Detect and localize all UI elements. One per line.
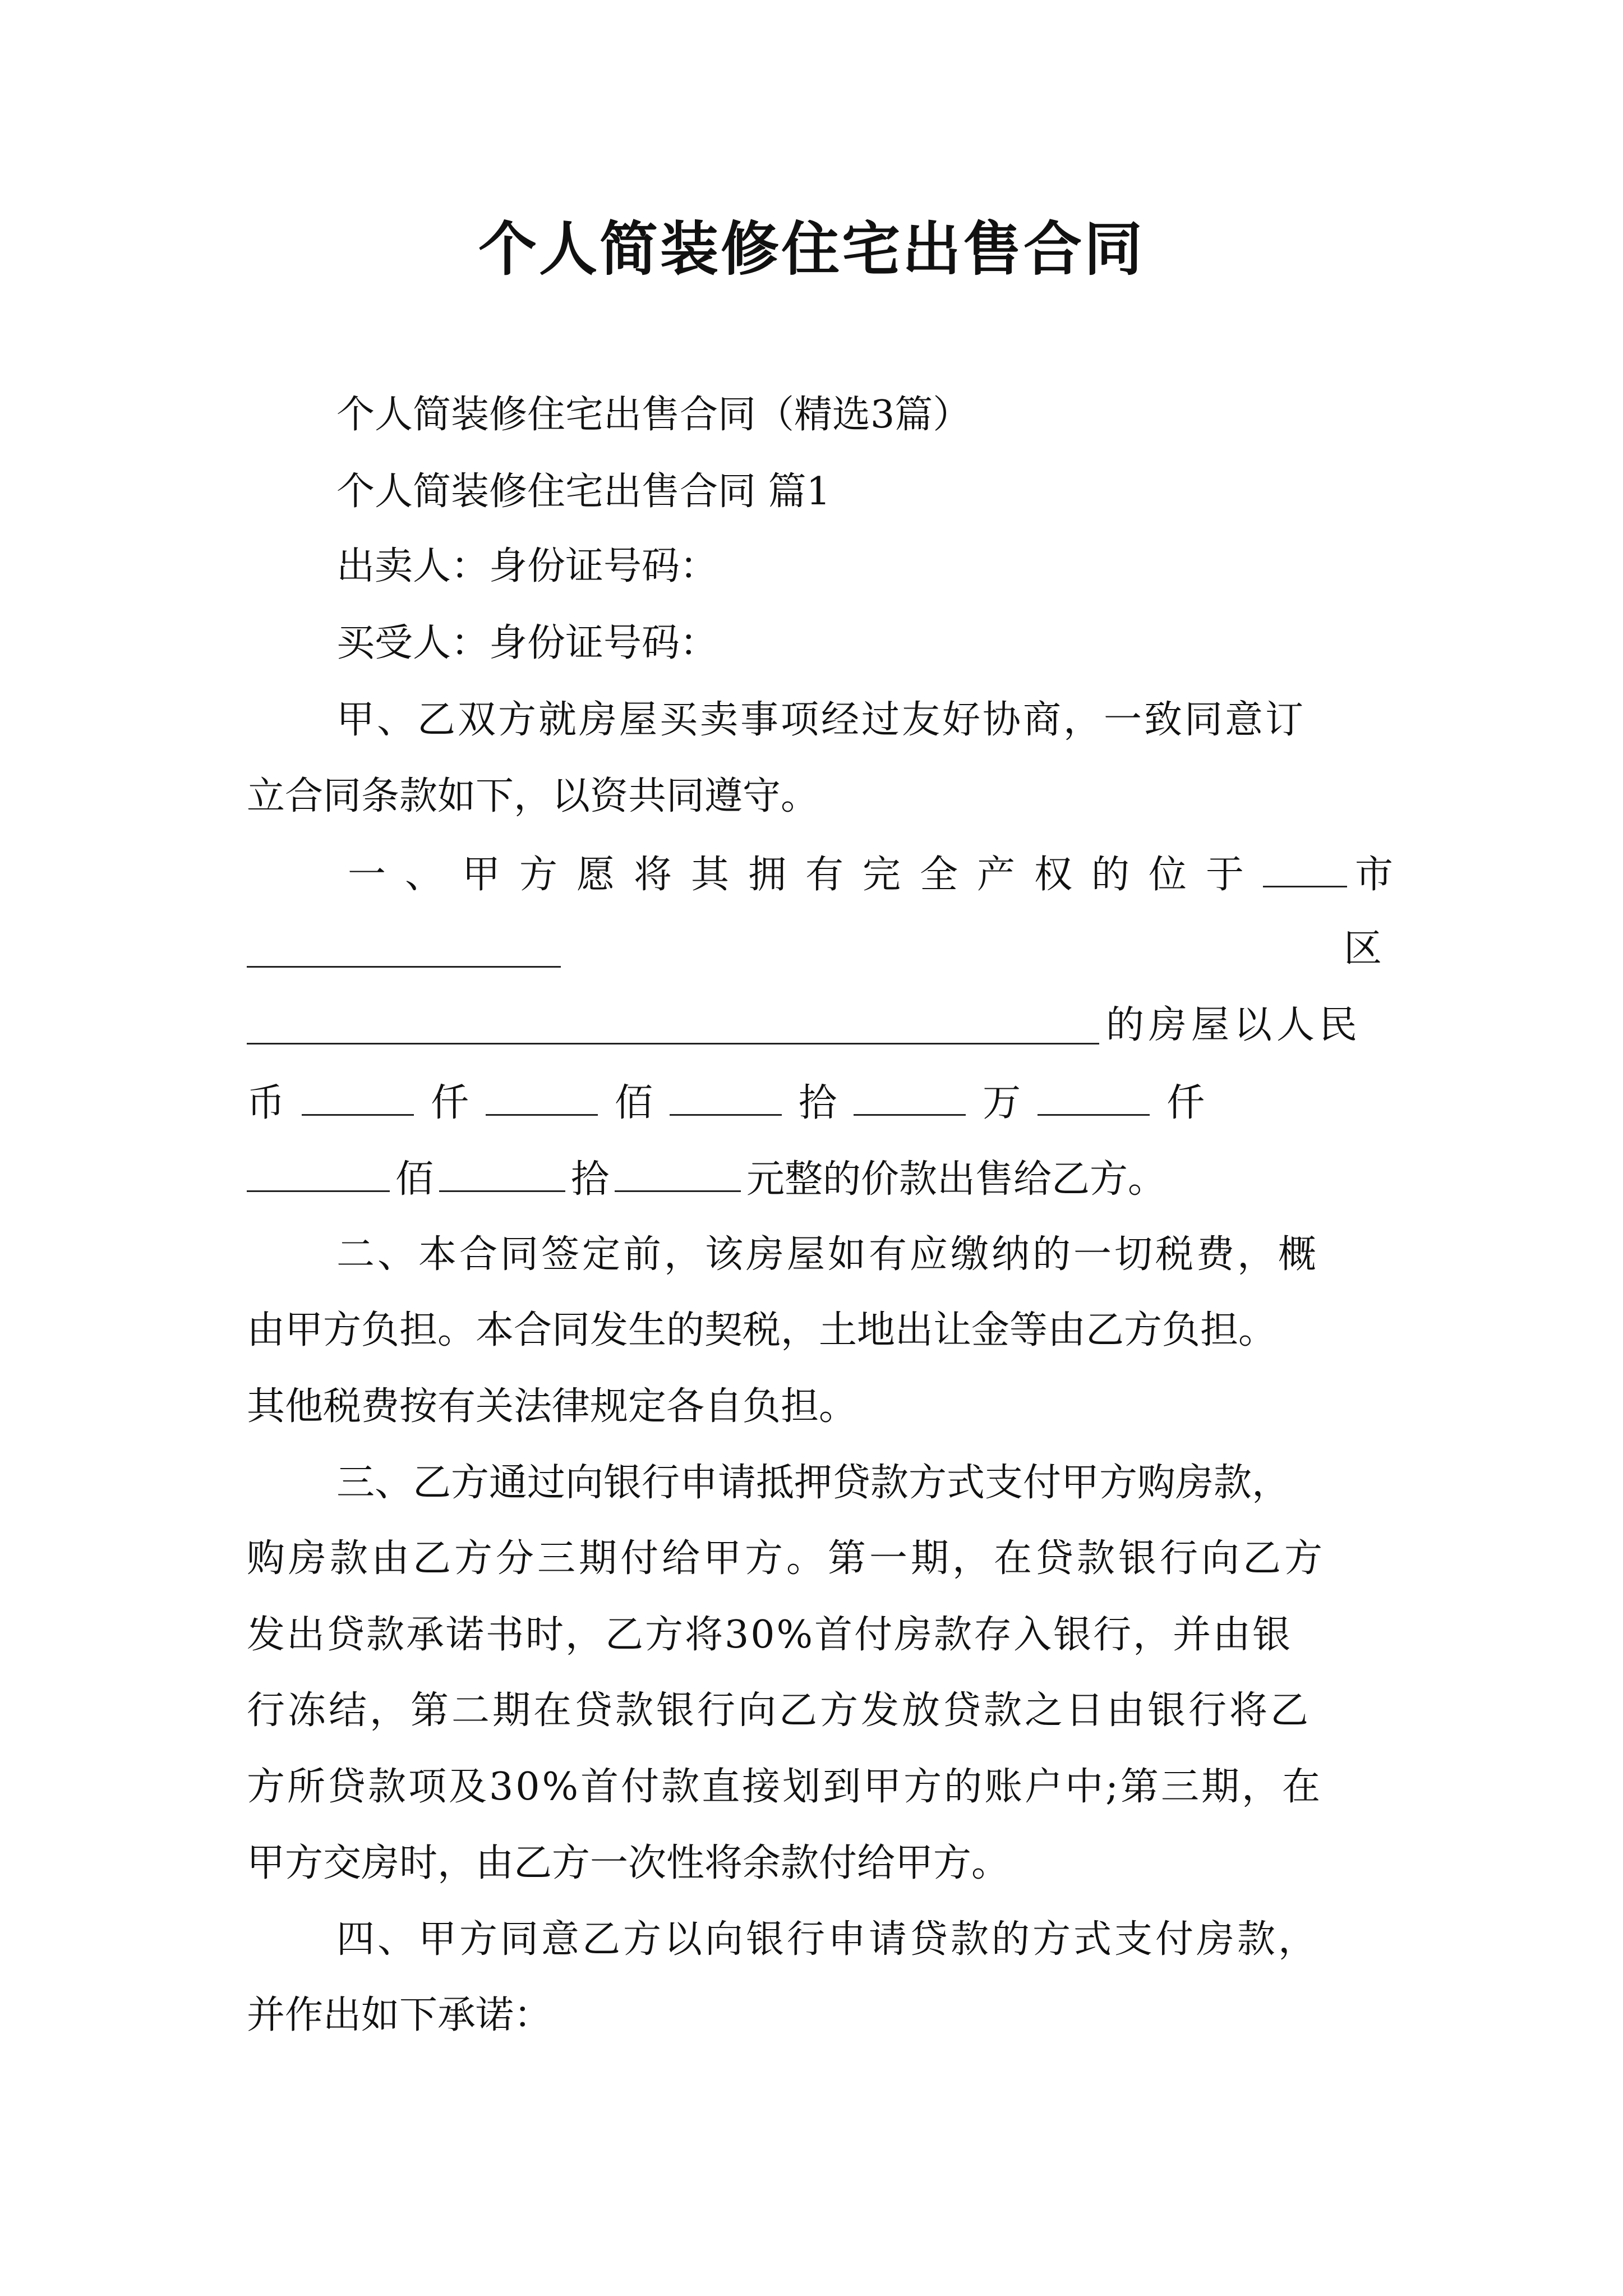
amount-blank xyxy=(247,1156,390,1192)
clause3-line-1: 三、乙方通过向银行申请抵押贷款方式支付甲方购房款， xyxy=(336,1461,1290,1505)
clause2-line-1: 二、本合同签定前，该房屋如有应缴纳的一切税费，概 xyxy=(336,1232,1320,1277)
unit-label: 万 xyxy=(983,1081,1021,1125)
clause2-line-2: 由甲方负担。本合同发生的契税，土地出让金等由乙方负担。 xyxy=(247,1308,1277,1352)
price-suffix: 元整的价款出售给乙方。 xyxy=(746,1157,1166,1202)
clause3-line-4: 行冻结，第二期在贷款银行向乙方发放贷款之日由银行将乙 xyxy=(247,1688,1312,1733)
city-blank xyxy=(1263,851,1347,887)
district-blank xyxy=(247,931,561,968)
clause3-line-6: 甲方交房时，由乙方一次性将余款付给甲方。 xyxy=(247,1841,1010,1885)
amount-blank xyxy=(615,1156,741,1192)
unit-label: 仟 xyxy=(431,1081,469,1125)
unit-label: 拾 xyxy=(571,1157,610,1202)
section-heading: 个人简装修住宅出售合同 篇1 xyxy=(336,470,831,514)
clause4-line-1: 四、甲方同意乙方以向银行申请贷款的方式支付房款， xyxy=(336,1917,1320,1962)
buyer-line: 买受人：身份证号码： xyxy=(336,621,718,665)
unit-label: 币 xyxy=(247,1081,285,1125)
unit-label: 拾 xyxy=(799,1081,837,1125)
amount-blank xyxy=(302,1079,414,1116)
amount-blank xyxy=(854,1079,966,1116)
clause3-line-2: 购房款由乙方分三期付给甲方。第一期，在贷款银行向乙方 xyxy=(247,1536,1326,1581)
clause1-line-5 xyxy=(247,1156,1166,1202)
amount-blank xyxy=(1038,1079,1150,1116)
amount-blank xyxy=(439,1156,565,1192)
amount-blank xyxy=(486,1079,598,1116)
city-label: 市 xyxy=(1355,853,1413,897)
document-subtitle: 个人简装修住宅出售合同（精选3篇） xyxy=(336,393,971,437)
unit-label: 佰 xyxy=(615,1081,653,1125)
amount-blank xyxy=(670,1079,782,1116)
intro-line-1: 甲、乙双方就房屋买卖事项经过友好协商，一致同意订 xyxy=(336,698,1306,742)
clause2-line-3: 其他税费按有关法律规定各自负担。 xyxy=(247,1384,857,1429)
clause1-line-1 xyxy=(348,851,1412,898)
clause1-text: 一、甲方愿将其拥有完全产权的位于 xyxy=(348,853,1264,897)
clause3-line-5: 方所贷款项及30%首付款直接划到甲方的账户中;第三期，在 xyxy=(247,1765,1323,1809)
intro-line-2: 立合同条款如下，以资共同遵守。 xyxy=(247,774,819,818)
clause4-line-2: 并作出如下承诺： xyxy=(247,1993,552,2037)
address-blank xyxy=(247,1008,1099,1045)
clause3-line-3: 发出贷款承诺书时，乙方将30%首付房款存入银行，并由银 xyxy=(247,1613,1293,1657)
page-title: 个人简装修住宅出售合同 xyxy=(478,214,1145,283)
clause1-line-4 xyxy=(247,1079,1205,1126)
seller-line: 出卖人：身份证号码： xyxy=(336,544,718,588)
unit-label: 佰 xyxy=(395,1157,434,1202)
unit-label: 仟 xyxy=(1166,1081,1205,1125)
address-suffix: 的房屋以人民 xyxy=(1106,1003,1362,1047)
district-label: 区 xyxy=(1344,927,1382,971)
